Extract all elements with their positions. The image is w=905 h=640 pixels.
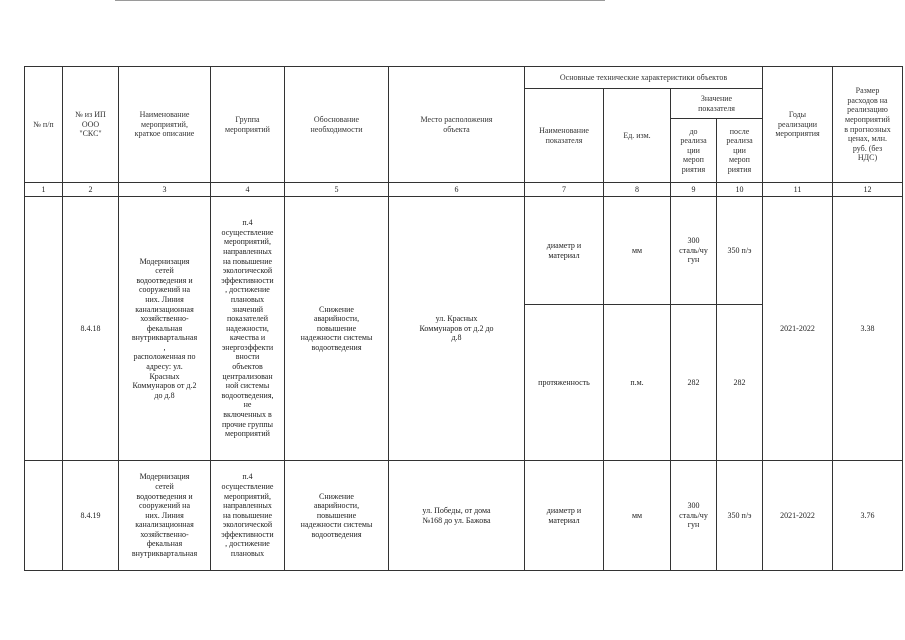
cost-value: 3.38 bbox=[833, 197, 903, 461]
cost-value: 3.76 bbox=[833, 461, 903, 571]
column-number: 9 bbox=[671, 183, 717, 197]
indicator-unit: п.м. bbox=[604, 305, 671, 461]
header-indicator-name: Наименование показателя bbox=[525, 89, 604, 183]
header-unit: Ед. изм. bbox=[604, 89, 671, 183]
header-tech-characteristics: Основные технические характеристики объектов bbox=[525, 67, 763, 89]
indicator-name: протяженность bbox=[525, 305, 604, 461]
justification: Снижение аварийности, повышение надежности системы водоотведения bbox=[285, 461, 389, 571]
indicator-unit: мм bbox=[604, 197, 671, 305]
header-indicator-value: Значение показателя bbox=[671, 89, 763, 119]
ip-number: 8.4.18 bbox=[63, 197, 119, 461]
column-number: 12 bbox=[833, 183, 903, 197]
column-number: 1 bbox=[25, 183, 63, 197]
value-before: 300 сталь/чу гун bbox=[671, 461, 717, 571]
row-number bbox=[25, 461, 63, 571]
column-number: 11 bbox=[763, 183, 833, 197]
header-row-number: № п/п bbox=[25, 67, 63, 183]
location: ул. Красных Коммунаров от д.2 до д.8 bbox=[389, 197, 525, 461]
value-before: 300 сталь/чу гун bbox=[671, 197, 717, 305]
value-after: 282 bbox=[717, 305, 763, 461]
ip-number: 8.4.19 bbox=[63, 461, 119, 571]
indicator-name: диаметр и материал bbox=[525, 461, 604, 571]
measure-group: п.4 осуществление мероприятий, направленных на повышение экологической эффективности , достижение плановых bbox=[211, 461, 285, 571]
header-location: Место расположения объекта bbox=[389, 67, 525, 183]
column-number: 10 bbox=[717, 183, 763, 197]
value-after: 350 п/э bbox=[717, 461, 763, 571]
header-measure-group: Группа мероприятий bbox=[211, 67, 285, 183]
table-row bbox=[25, 461, 903, 571]
column-number: 8 bbox=[604, 183, 671, 197]
scan-edge-line bbox=[115, 0, 605, 1]
row-number bbox=[25, 197, 63, 461]
column-number: 7 bbox=[525, 183, 604, 197]
column-number: 2 bbox=[63, 183, 119, 197]
column-number: 6 bbox=[389, 183, 525, 197]
header-cost: Размер расходов на реализацию мероприятий в прогнозных ценах, млн. руб. (без НДС) bbox=[833, 67, 903, 183]
header-justification: Обоснование необходимости bbox=[285, 67, 389, 183]
value-before: 282 bbox=[671, 305, 717, 461]
value-after: 350 п/э bbox=[717, 197, 763, 305]
column-number: 3 bbox=[119, 183, 211, 197]
table-row bbox=[25, 197, 903, 305]
header-years: Годы реализации мероприятия bbox=[763, 67, 833, 183]
measure-name: Модернизация сетей водоотведения и сооружений на них. Линия канализационная хозяйственно- фекальная внутриквартальная bbox=[119, 461, 211, 571]
column-number-row bbox=[25, 183, 903, 197]
implementation-years: 2021-2022 bbox=[763, 197, 833, 461]
investment-plan-table bbox=[24, 66, 903, 571]
header-ip-number: № из ИП ООО "СКС" bbox=[63, 67, 119, 183]
indicator-unit: мм bbox=[604, 461, 671, 571]
column-number: 4 bbox=[211, 183, 285, 197]
location: ул. Победы, от дома №168 до ул. Бажова bbox=[389, 461, 525, 571]
measure-group: п.4 осуществление мероприятий, направленных на повышение экологической эффективности , достижение плановых значений показателей надежности, качества и энергоэффекти вности объектов централизован ной системы водоотведения, не включенных в прочие группы мероприятий bbox=[211, 197, 285, 461]
indicator-name: диаметр и материал bbox=[525, 197, 604, 305]
column-number: 5 bbox=[285, 183, 389, 197]
header-value-after: после реализа ции мероп риятия bbox=[717, 119, 763, 183]
justification: Снижение аварийности, повышение надежности системы водоотведения bbox=[285, 197, 389, 461]
header-measure-name: Наименование мероприятий, краткое описание bbox=[119, 67, 211, 183]
implementation-years: 2021-2022 bbox=[763, 461, 833, 571]
measure-name: Модернизация сетей водоотведения и сооружений на них. Линия канализационная хозяйственно- фекальная внутриквартальная , расположенная по адресу: ул. Красных Коммунаров от д.2 до д.8 bbox=[119, 197, 211, 461]
header-value-before: до реализа ции мероп риятия bbox=[671, 119, 717, 183]
